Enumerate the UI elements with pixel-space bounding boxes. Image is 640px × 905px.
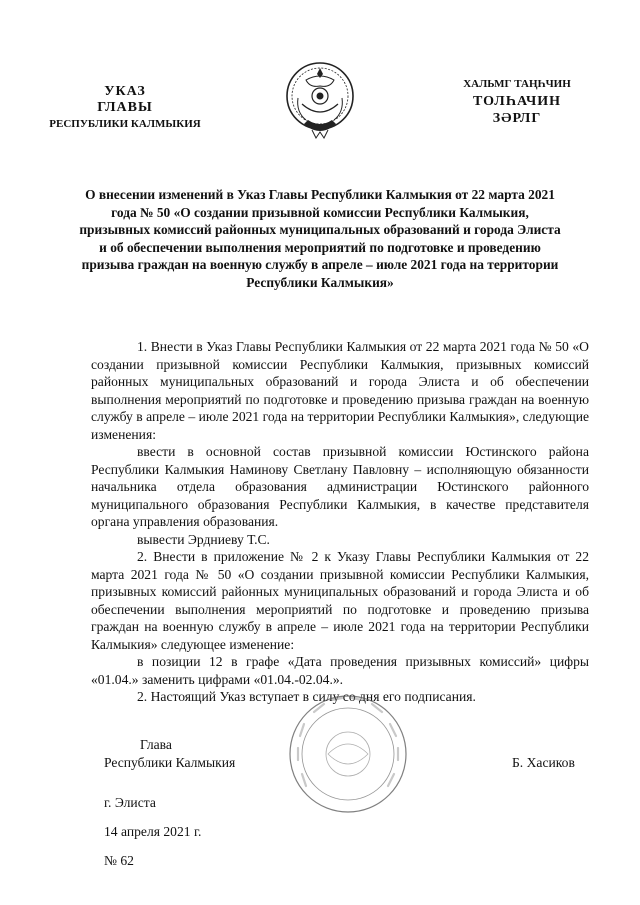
body-paragraph: ввести в основной состав призывной комиссии Юстинского района Республики Калмыкия Наминову Светлану Павловну – исполняющую обязанности начальника отдела образования администрации Юстинского районного муниципального образования Республики Калмыкия, в качестве представителя органа управления образования. — [91, 444, 589, 529]
header-left-line3: РЕСПУБЛИКИ КАЛМЫКИЯ — [49, 118, 201, 130]
signature-position-line2: Республики Калмыкия — [104, 754, 236, 770]
body-paragraph: 1. Внести в Указ Главы Республики Калмыкия от 22 марта 2021 года № 50 «О создании призывной комиссии Республики Калмыкия, призывных комиссий районных муниципальных образований и города Элиста и об обеспечении выполнения мероприятий по подготовке и проведению призыва граждан на военную службу в апреле – июле 2021 года на территории Республики Калмыкия», следующие изменения: — [91, 339, 589, 442]
document-date: 14 апреля 2021 г. — [104, 824, 202, 839]
header-right-line3: ЗӘРЛГ — [492, 111, 542, 126]
document-number: № 62 — [104, 853, 134, 868]
document-title: О внесении изменений в Указ Главы Республики Калмыкия от 22 марта 2021 года № 50 «О создании призывной комиссии Республики Калмыкия, призывных комиссий районных муниципальных образований и города Элиста и об обеспечении выполнения мероприятий по подготовке и проведению призыва граждан на военную службу в апреле – июле 2021 года на территории Республики Калмыкия» — [79, 187, 561, 290]
body-paragraph: 2. Внести в приложение № 2 к Указу Главы Республики Калмыкия от 22 марта 2021 года № 50 «О создании призывной комиссии Республики Калмыкия, призывных комиссий районных муниципальных образований и города Элиста и об обеспечении выполнения мероприятий по подготовке и проведению призыва граждан на военную службу в апреле – июле 2021 года на территории Республики Калмыкия» следующее изменение: — [91, 549, 589, 652]
signature-position-line1: Глава — [140, 737, 172, 752]
body-paragraph: 2. Настоящий Указ вступает в силу со дня его подписания. — [137, 689, 476, 704]
signature-position — [104, 736, 264, 771]
coat-of-arms-emblem-icon — [282, 58, 358, 142]
header-right-line1: ХАЛЬМГ ТАҢҺЧИН — [463, 78, 571, 90]
header-left-line1: УКАЗ — [104, 84, 146, 99]
header-right — [432, 76, 602, 127]
document-body — [91, 338, 589, 706]
body-paragraph: в позиции 12 в графе «Дата проведения призывных комиссий» цифры «01.04.» заменить цифрами «01.04.-02.04.». — [91, 654, 589, 687]
header-right-line2: ТОЛҺАЧИН — [472, 94, 562, 109]
official-seal-stamp-icon — [284, 690, 412, 820]
header-left — [40, 84, 210, 132]
header-left-line2: ГЛАВЫ — [97, 100, 153, 115]
signature-name: Б. Хасиков — [512, 755, 575, 770]
document-place: г. Элиста — [104, 795, 156, 810]
body-paragraph: вывести Эрдниеву Т.С. — [137, 531, 270, 547]
